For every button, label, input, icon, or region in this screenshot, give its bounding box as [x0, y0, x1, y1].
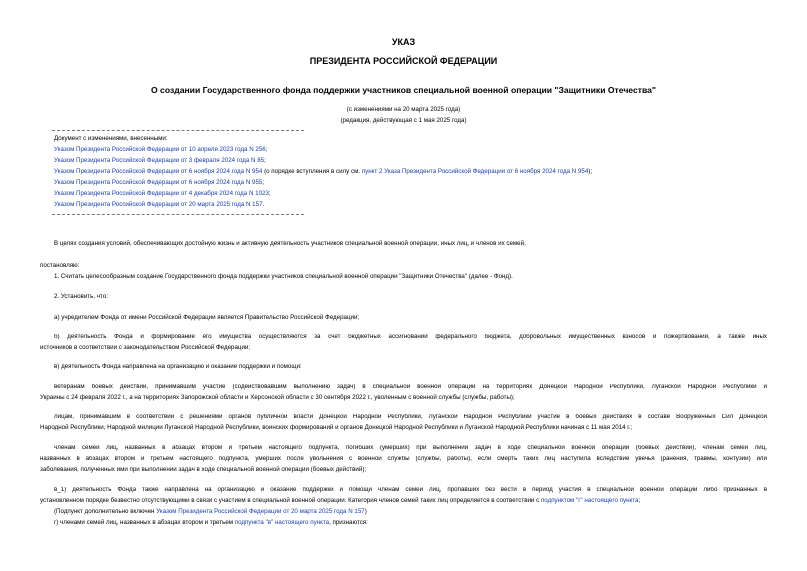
amendment-item: Указом Президента Российской Федерации от 20 марта 2025 года N 157.: [54, 201, 265, 208]
subparagraph-g-link[interactable]: подпунктом "г" настоящего пункта: [540, 497, 639, 504]
amendments-top-rule: [52, 130, 304, 131]
document-issuer: ПРЕЗИДЕНТА РОССИЙСКОЙ ФЕДЕРАЦИИ: [309, 56, 498, 66]
document-type: УКАЗ: [391, 37, 416, 47]
amendment-item: Указом Президента Российской Федерации от 4 декабря 2024 года N 1023;: [54, 190, 271, 197]
amendment-item: Указом Президента Российской Федерации от 10 апреля 2023 года N 256;: [54, 146, 268, 153]
document-subject: О создании Государственного фонда поддержки участников специальной военной операции "Защитники Отечества": [150, 85, 656, 95]
amendments-bottom-rule: [52, 214, 304, 215]
amendment-item: Указом Президента Российской Федерации от 6 ноября 2024 года N 954 (о порядке вступления в силу см. пункт 2 Указа Президента Российской Федерации от 6 ноября 2024 года N 954);: [54, 168, 593, 175]
subparagraph-g: г) членами семей лиц, названных в абзацах втором и третьем подпункта "в" настоящего пункта, признаются:: [54, 519, 368, 526]
subparagraph-b-line: источников в соответствии с законодательством Российской Федерации;: [40, 344, 251, 351]
amendment-link[interactable]: Указом Президента Российской Федерации от 4 декабря 2024 года N 1023: [54, 190, 269, 197]
families-line: заболевания, полученных ими при выполнении задач в ходе специальной военной операции (боевых действий);: [40, 466, 367, 473]
preamble: В целях создания условий, обеспечивающих достойную жизнь и активную деятельность участников специальной военной операции, иных лиц, и членов их семей,: [54, 240, 526, 247]
paragraph-1: 1. Считать целесообразным создание Государственного фонда поддержки участников специальной военной операции "Защитники Отечества" (далее - Фонд).: [54, 273, 513, 280]
decree-word: постановляю:: [40, 262, 80, 269]
families-line: членам семей лиц, названных в абзацах втором и третьем настоящего подпункта, погибших (умерших) при выполнении задач в ходе специальной военной операции (боевых действий), членам семей лиц,: [54, 445, 767, 451]
paragraph-2: 2. Установить, что:: [54, 293, 108, 300]
veterans-line: ветеранам боевых действий, принимавшим участие (содействовавшим выполнению задач) в специальной военной операции на территориях Донецкой Народной Республики, Луганской Народной Республики и: [54, 384, 767, 390]
persons-line: лицам, принимавшим в соответствии с решениями органов публичной власти Донецкой Народной Республики, Луганской Народной Республики участие в боевых действиях в составе Вооруженных Сил Донецкой: [54, 414, 767, 420]
amendment-link[interactable]: Указом Президента Российской Федерации от 10 апреля 2023 года N 256: [54, 146, 266, 153]
veterans-line: Украины с 24 февраля 2022 г., а на территориях Запорожской области и Херсонской области с 30 сентября 2022 г., уволенным с военной службы (службы, работы);: [40, 394, 515, 401]
decree-157-link[interactable]: Указом Президента Российской Федерации от 20 марта 2025 года N 157: [156, 508, 365, 515]
amendment-link[interactable]: Указом Президента Российской Федерации от 6 ноября 2024 года N 955: [54, 179, 263, 186]
amendments-heading: Документ с изменениями, внесенными:: [54, 135, 168, 142]
subparagraph-a: а) учредителем Фонда от имени Российской Федерации является Правительство Российской Федерации;: [54, 314, 360, 321]
families-line: названных в абзацах втором и третьем настоящего подпункта, умерших после увольнения с военной службы (службы, работы), если смерть таких лиц наступила вследствие увечья (ранения, травмы, контузии) или: [40, 456, 767, 462]
edition-note: (редакция, действующая с 1 мая 2025 года): [340, 117, 467, 124]
persons-line: Народной Республики, Народной милиции Луганской Народной Республики, воинских формирований и органов Донецкой Народной Республики и Луганской Народной Республики начиная с 11 мая 2014 г.;: [40, 424, 633, 431]
amendment-link-effective[interactable]: пункт 2 Указа Президента Российской Федерации от 6 ноября 2024 года N 954: [361, 168, 589, 175]
amendment-link[interactable]: Указом Президента Российской Федерации от 3 февраля 2024 года N 85: [54, 157, 265, 164]
subparagraph-b-line: б) деятельность Фонда и формирование его имущества осуществляются за счет бюджетных ассигнований федерального бюджета, добровольных имущественных взносов и пожертвований, а также иных: [54, 334, 767, 340]
amendment-item: Указом Президента Российской Федерации от 3 февраля 2024 года N 85;: [54, 157, 266, 164]
subparagraph-v-link[interactable]: подпункта "в" настоящего пункта: [234, 519, 330, 526]
subparagraph-v1-line: установленном порядке безвестно отсутствующими в связи с участием в специальной военной операции. Категория членов семей таких лиц определяется в соответствии с подпунктом "г" настоящего пункта;: [40, 497, 641, 504]
amendment-link[interactable]: Указом Президента Российской Федерации от 20 марта 2025 года N 157: [54, 201, 263, 208]
amended-note: (с изменениями на 20 марта 2025 года): [346, 106, 461, 113]
amendment-item: Указом Президента Российской Федерации от 6 ноября 2024 года N 955;: [54, 179, 265, 186]
subparagraph-v: в) деятельность Фонда направлена на организацию и оказание поддержки и помощи:: [54, 363, 302, 370]
subparagraph-v1-line: в_1) деятельность Фонда также направлена на организацию и оказание поддержки и помощи членам семей лиц, пропавших без вести в период участия в специальной военной операции либо признанных в: [54, 487, 767, 493]
inclusion-note: (Подпункт дополнительно включен Указом Президента Российской Федерации от 20 марта 2025 года N 157): [54, 508, 367, 515]
amendment-link[interactable]: Указом Президента Российской Федерации от 6 ноября 2024 года N 954: [54, 168, 263, 175]
